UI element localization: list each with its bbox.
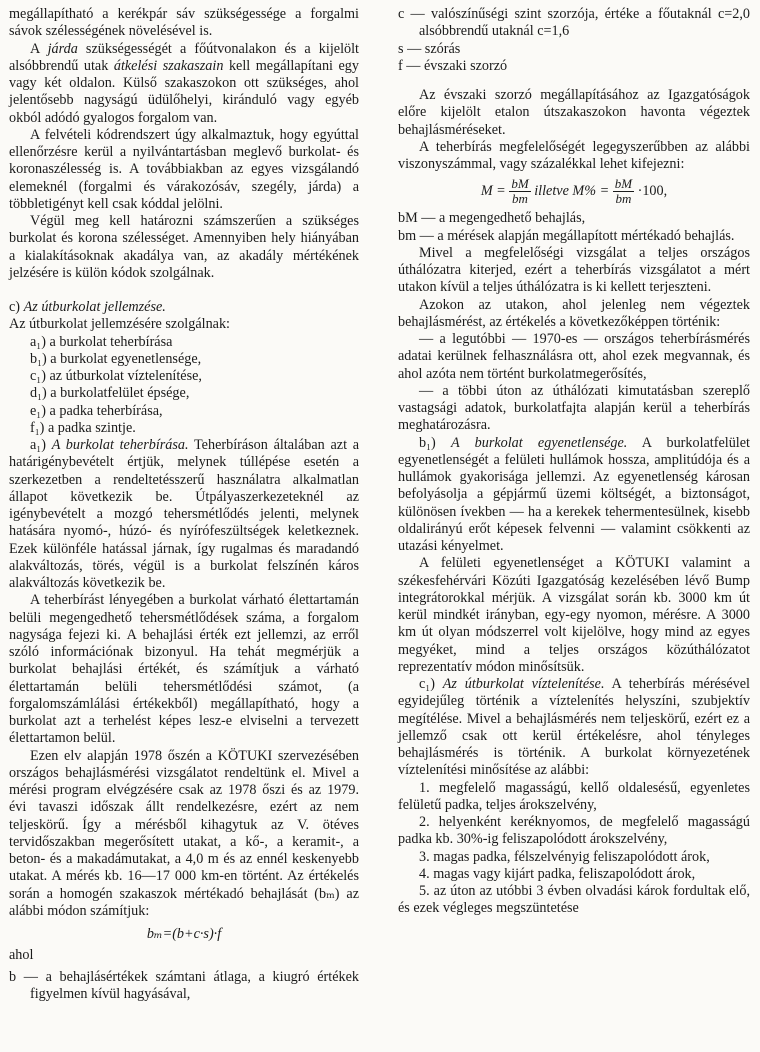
right-column — [398, 6, 750, 918]
label-where: ahol — [9, 947, 34, 964]
definition-f: f — évszaki szorzó — [398, 57, 508, 74]
term-crossing-sections: átkelési szakaszain — [113, 57, 224, 74]
formula-ratio: M = $\frac{bM}{bm}$ illetve M% = $\frac{bM}{bm}$ ·100, — [480, 176, 668, 207]
fraction: $\frac{bM}{bm}$ — [511, 176, 529, 207]
list-item: 5. az úton az utóbbi 3 évben olvadási károk fordultak elő, és ezek végleges megszüntetése — [398, 883, 750, 917]
characteristics-list — [9, 334, 359, 438]
fraction: $\frac{bM}{bm}$ — [614, 176, 633, 207]
list-item: 3. magas padka, félszelvényig feliszapolódott árok, — [419, 848, 710, 865]
definition-s: s — szórás — [398, 40, 461, 57]
formula-bm: bₘ=(b+c·s)·f — [146, 926, 222, 942]
list-item: e₁) a padka teherbírása, — [30, 402, 163, 419]
left-column — [9, 6, 359, 1003]
term-sidewalk: járda — [47, 40, 78, 57]
paragraph-dash-1: — a legutóbbi — 1970-es — országos teherbírásmérés adatai kerülnek felhasználásra ott, ahol ezek megvannak, és ahol azóta nem történt burkolatmegerősítés, — [398, 331, 750, 382]
paragraph-unevenness: b₁) A burkolat egyenetlensége. A burkolatfelület egyenetlenségét a felületi hullámok hossza, amplitúdója és a hullámok gyakorisága jellemzi. Az egyenetlenség károsan befolyásolja a gépjármű üzemi költségét, a biztonságot, különösen ívekben — ha a kerekek tehermentesülnek, kisebb oldalirányú erőt képesek felvenni — valamint csökkenti az utazási kényelmet. — [398, 434, 750, 554]
paragraph-bump: A felületi egyenetlenséget a KÖTUKI valamint a székesfehérvári Közúti Igazgatóság kezelésében lévő Bump integrátorokkal mérjük. A vizsgálat során kb. 3000 km út kerül mindkét irányban, egy-egy nyomon, mérésre. A 3000 km út olyan módszerrel volt kijelölve, hogy mind az egyes megyéket, mind a teljes országos közúthálózatot reprezentatív módon minősítsük. — [398, 555, 750, 675]
paragraph-dash-2: — a többi úton az úthálózati kimutatásban szereplő vastagsági adatok, burkolatfajta alapján kerül a teherbírás meghatározásra. — [398, 382, 750, 434]
list-item: c₁) az útburkolat víztelenítése, — [30, 368, 202, 384]
list-item: a₁) a burkolat teherbírása — [30, 333, 173, 350]
paragraph-network: Mivel a megfelelőségi vizsgálat a teljes országos úthálózatra kiterjed, ezért a teherbírás vizsgálatot a mért utakon kívül a teljes úthálózatra is ki kellett terjeszteni. — [398, 244, 750, 296]
paragraph-seasonal: Az évszaki szorzó megállapításához az Igazgatóságok előre kijelölt etalon útszakaszokon havonta végeztek behajlásméréseket. — [398, 87, 750, 138]
paragraph-continuation: megállapítható a kerékpár sáv szükségessége a forgalmi sávok szélességének növelésével is. — [9, 6, 359, 40]
paragraph-ratio: A teherbírás megfelelőségét legegyszerűbben az alábbi viszonyszámmal, vagy százalékkal lehet kifejezni: — [398, 138, 750, 172]
definition-bM: bM — a megengedhető behajlás, — [398, 210, 586, 227]
paragraph-width: Végül meg kell határozni számszerűen a szükséges burkolat és korona szélességet. Amennyiben hely hiányában a kialakításoknak akadálya van, az akadály mértékének jelzésére is külön kódok szolgálnak. — [9, 213, 359, 281]
paragraph-survey-1978: Ezen elv alapján 1978 őszén a KÖTUKI szervezésében országos behajlásmérési vizsgálatot rendeltünk el. Mivel a mérési program elvégzésére csak az 1978 őszi és az 1979. évi tavaszi időszak állt rendelkezésre, ezért az nem teljeskörű. Így a mérésből kihagytuk az V. ötéves tervidőszakban megerősített utakat, a kő-, a keramit-, a beton- és a makadámutakat, a 4,0 m és az ennél keskenyebb utakat. A mérés kb. 16—17 000 km-en történt. Az értékelés során a homogén szakaszok mértékadó behajlását (bₘ) az alábbi módon számítjuk: — [9, 747, 359, 919]
paragraph-sidewalk: A járda szükségességét a főútvonalakon és a kijelölt alsóbbrendű utak átkelési szakaszain kell megállapítani egy vagy két oldalon. Külső szakaszokon ott szükséges, ahol jelentősebb nagyságú üdülőhelyi, kiránduló vagy egyéb okból adódó gyalogos forgalom van. — [9, 40, 359, 126]
paragraph-evaluation: Azokon az utakon, ahol jelenleg nem végeztek behajlásmérést, az értékelés a következőképpen történik: — [398, 296, 750, 330]
list-item: d₁) a burkolatfelület épsége, — [30, 385, 190, 402]
paragraph-deflection: A teherbírást lényegében a burkolat várható élettartamán belüli megengedhető tehersmétlődések száma, a forgalom nagysága fejezi ki. A behajlási érték ezt jellemzi, az erről szóló információnak bizonyul. Ha tehát megmérjük a burkolat behajlási értékét, és számítjuk a várható élettartamán belüli tehersmétlődési számot, (a forgalomszámlálási értékekből) megállapítható, hogy a burkolat azt a terhelést képes lesz-e elviselni a tervezett élettartamon belül. — [9, 592, 359, 747]
list-item: f₁) a padka szintje. — [30, 419, 136, 436]
definition-c: c — valószínűségi szint szorzója, értéke a főutaknál c=2,0 alsóbbrendű utaknál c=1,6 — [398, 6, 750, 40]
list-item: b₁) a burkolat egyenetlensége, — [30, 350, 202, 367]
section-intro: Az útburkolat jellemzésére szolgálnak: — [9, 316, 231, 333]
section-heading: c) Az útburkolat jellemzése. — [9, 299, 166, 315]
definition-bm: bm — a mérések alapján megállapított mértékadó behajlás. — [398, 227, 735, 244]
definition-b: b — a behajlásértékek számtani átlaga, a kiugró értékek figyelmen kívül hagyásával, — [9, 968, 359, 1002]
list-item: 1. megfelelő magasságú, kellő oldalesésű, egyenletes felületű padka, teljes árokszelvény, — [398, 779, 750, 813]
paragraph-drainage: c₁) Az útburkolat víztelenítése. A teherbírás mérésével egyidejűleg történik a víztelenítés helyszíni, szubjektív megítélése. Mivel a behajlásmérés nem teljeskörű, ezért ez a jellemző csak ott kerül értékelésre, ahol tényleges behajlásmérés is történik. A burkolat környezetének víztelenítési minősítése az alábbi: — [398, 676, 750, 779]
paragraph-code-system: A felvételi kódrendszert úgy alkalmaztuk, hogy egyúttal ellenőrzésre kerül a nyilvántartásban meglevő burkolat- és koronaszélesség is. A továbbiakban az egyes vizsgálandó elemeknél (forgalmi és várakozósáv, szegély, járda) a többletigényt kell csak kóddal jelölni. — [9, 126, 359, 212]
list-item: 2. helyenként keréknyomos, de megfelelő magasságú padka kb. 30%-ig feliszapolódott árokszelvény, — [398, 814, 750, 848]
paragraph-bearing-capacity: a₁) A burkolat teherbírása. Teherbíráson általában azt a határigénybevételt értjük, melynek túllépése esetén a szerkezetben a rendeltetésszerű használatra alkalmatlan állapot következik be. Útpályaszerkezeteknél az igénybevételt a mozgó tehersmétlődés jelenti, melynek hatására nyomó-, húzó- és nyírófeszültségek keletkeznek. Ezek különféle hatással járnak, így rugalmas és maradandó alakváltozás, törés, végül is a burkolat felszínén káros alakváltozás következik be. — [9, 437, 360, 591]
list-item: 4. magas vagy kijárt padka, feliszapolódott árok, — [419, 865, 696, 882]
